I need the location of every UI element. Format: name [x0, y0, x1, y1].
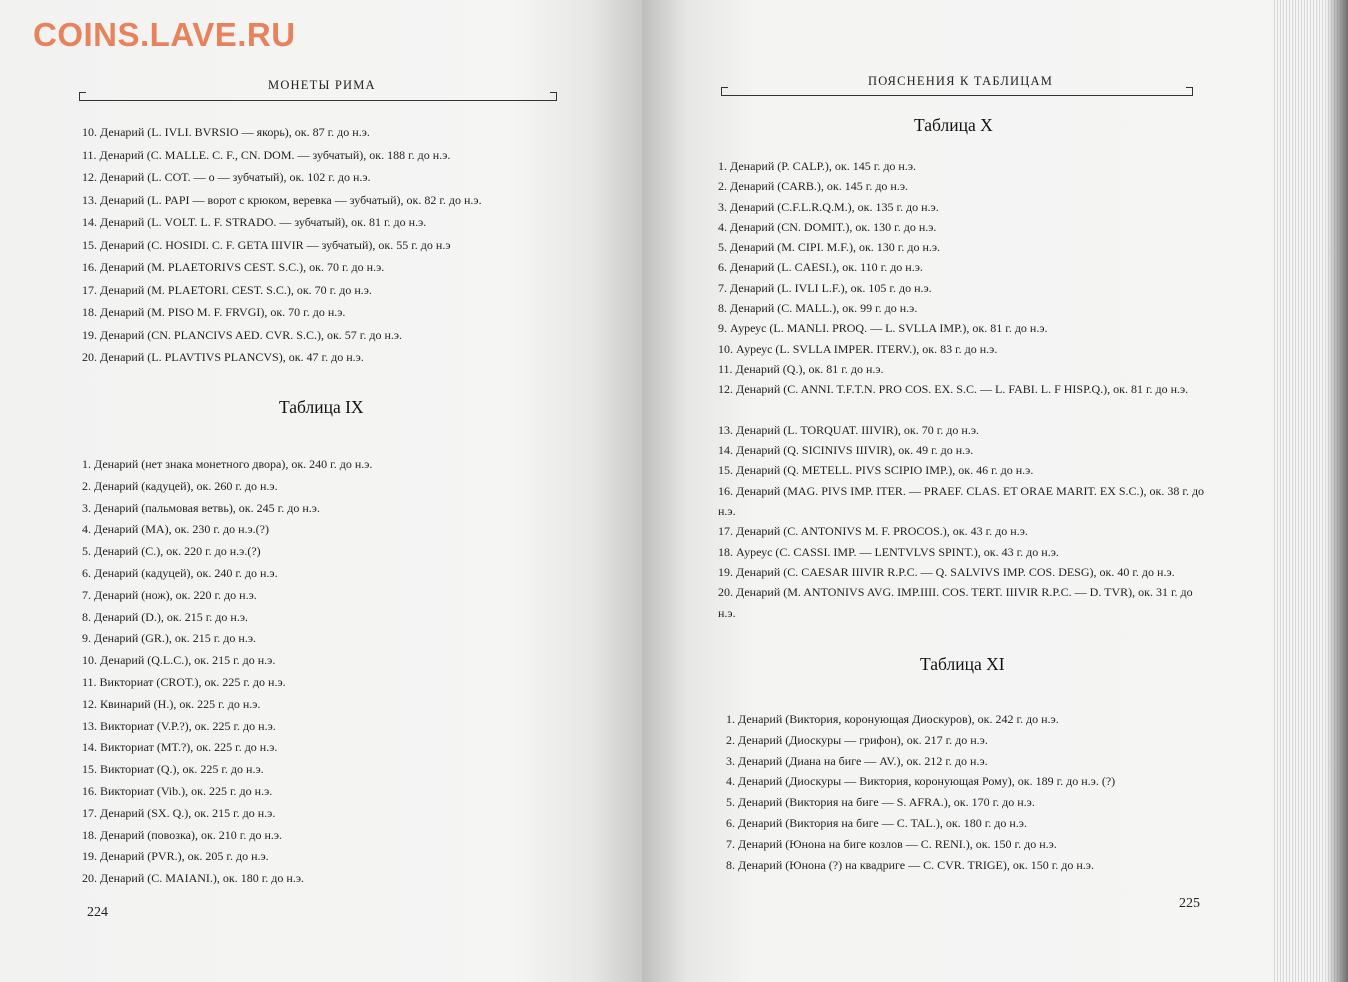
list-item: 14. Викториат (MT.?), ок. 225 г. до н.э. — [82, 740, 278, 755]
list-item: 5. Денарий (Виктория на биге — S. AFRA.), ок. 170 г. до н.э. — [726, 795, 1035, 810]
list-item: 15. Викториат (Q.), ок. 225 г. до н.э. — [82, 762, 264, 777]
list-item: 19. Денарий (C. CAESAR IIIVIR R.P.C. — Q. SALVIVS IMP. COS. DESG), ок. 40 г. до н.э. — [718, 564, 1175, 579]
list-item: 10. Ауреус (L. SVLLA IMPER. ITERV.), ок. 83 г. до н.э. — [718, 341, 998, 356]
left-header-rule — [80, 100, 556, 101]
list-item: 9. Ауреус (L. MANLI. PROQ. — L. SVLLA IMP.), ок. 81 г. до н.э. — [718, 321, 1048, 336]
list-item: 20. Денарий (M. ANTONIVS AVG. IMP.IIII. COS. TERT. IIIVIR R.P.C. — D. TVR), ок. 31 г. до н.э. — [718, 585, 1193, 620]
list-item: 12. Квинарий (H.), ок. 225 г. до н.э. — [82, 696, 261, 711]
list-item: 19. Денарий (PVR.), ок. 205 г. до н.э. — [82, 849, 269, 864]
list-item: 10. Денарий (Q.L.C.), ок. 215 г. до н.э. — [82, 653, 276, 668]
list-item: 4. Денарий (Диоскуры — Виктория, коронующая Рому), ок. 189 г. до н.э. (?) — [726, 774, 1116, 789]
left-page-number: 224 — [87, 905, 108, 920]
list-item: 18. Денарий (повозка), ок. 210 г. до н.э. — [82, 827, 283, 842]
list-item: 18. Ауреус (C. CASSI. IMP. — LENTVLVS SPINT.), ок. 43 г. до н.э. — [718, 544, 1059, 559]
list-item: 4. Денарий (CN. DOMIT.), ок. 130 г. до н.э. — [718, 219, 937, 234]
list-item: 8. Денарий (D.), ок. 215 г. до н.э. — [82, 609, 248, 624]
list-item: 20. Денарий (C. MAIANI.), ок. 180 г. до н.э. — [82, 871, 304, 886]
list-item: 3. Денарий (пальмовая ветвь), ок. 245 г. до н.э. — [82, 500, 320, 515]
list-item: 13. Денарий (L. TORQUAT. IIIVIR), ок. 70 г. до н.э. — [718, 422, 979, 437]
list-item: 7. Денарий (нож), ок. 220 г. до н.э. — [82, 587, 257, 602]
list-item: 6. Денарий (Виктория на биге — C. TAL.), ок. 180 г. до н.э. — [726, 815, 1027, 830]
list-item: 16. Денарий (M. PLAETORIVS CEST. S.C.), ок. 70 г. до н.э. — [82, 260, 385, 274]
list-item: 2. Денарий (CARB.), ок. 145 г. до н.э. — [718, 179, 908, 194]
list-item: 12. Денарий (C. ANNI. T.F.T.N. PRO COS. EX. S.C. — L. FABI. L. F HISP.Q.), ок. 81 г. до н.э. — [718, 382, 1189, 397]
list-item: 1. Денарий (Виктория, коронующая Диоскуров), ок. 242 г. до н.э. — [726, 712, 1059, 726]
left-running-head: МОНЕТЫ РИМА — [268, 78, 376, 92]
list-item: 20. Денарий (L. PLAVTIVS PLANCVS), ок. 47 г. до н.э. — [82, 350, 364, 364]
right-header-rule — [722, 95, 1192, 96]
table-x-list — [718, 156, 1206, 623]
list-item: 7. Денарий (L. IVLI L.F.), ок. 105 г. до н.э. — [718, 280, 932, 295]
list-item: 18. Денарий (M. PISO M. F. FRVGI), ок. 70 г. до н.э. — [82, 305, 346, 319]
list-item: 13. Денарий (L. PAPI — ворот с крюком, веревка — зубчатый), ок. 82 г. до н.э. — [82, 192, 482, 207]
table-xi-list — [726, 709, 1115, 875]
list-item: 1. Денарий (нет знака монетного двора), ок. 240 г. до н.э. — [82, 457, 373, 471]
list-item: 17. Денарий (M. PLAETORI. CEST. S.C.), ок. 70 г. до н.э. — [82, 282, 372, 297]
table-ix-list — [82, 454, 372, 890]
list-item: 2. Денарий (кадуцей), ок. 260 г. до н.э. — [82, 478, 278, 493]
list-item: 17. Денарий (SX. Q.), ок. 215 г. до н.э. — [82, 805, 276, 820]
list-item: 13. Викториат (V.P.?), ок. 225 г. до н.э. — [82, 718, 276, 733]
list-item: 19. Денарий (CN. PLANCIVS AED. CVR. S.C.), ок. 57 г. до н.э. — [82, 327, 403, 342]
book-page-edges — [1272, 0, 1348, 982]
right-page — [642, 0, 1272, 982]
list-item: 15. Денарий (C. HOSIDI. C. F. GETA IIIVIR — зубчатый), ок. 55 г. до н.э — [82, 237, 451, 252]
list-item: 6. Денарий (L. CAESI.), ок. 110 г. до н.э. — [718, 260, 923, 275]
watermark-text: COINS.LAVE.RU — [33, 16, 296, 53]
list-item: 5. Денарий (C.), ок. 220 г. до н.э.(?) — [82, 544, 261, 559]
list-item: 17. Денарий (C. ANTONIVS M. F. PROCOS.), ок. 43 г. до н.э. — [718, 524, 1028, 539]
list-item: 16. Денарий (MAG. PIVS IMP. ITER. — PRAEF. CLAS. ET ORAE MARIT. EX S.C.), ок. 38 г. до н.э. — [718, 483, 1205, 519]
list-item: 3. Денарий (C.F.L.R.Q.M.), ок. 135 г. до н.э. — [718, 199, 939, 214]
list-item: 6. Денарий (кадуцей), ок. 240 г. до н.э. — [82, 565, 278, 580]
list-item: 10. Денарий (L. IVLI. BVRSIO — якорь), ок. 87 г. до н.э. — [82, 125, 370, 139]
list-item: 7. Денарий (Юнона на биге козлов — C. RENI.), ок. 150 г. до н.э. — [726, 836, 1057, 851]
right-page-number: 225 — [1179, 896, 1200, 911]
list-item: 12. Денарий (L. COT. — о — зубчатый), ок. 102 г. до н.э. — [82, 170, 371, 184]
table-xi-heading: Таблица XI — [920, 654, 1005, 674]
right-running-head: ПОЯСНЕНИЯ К ТАБЛИЦАМ — [868, 74, 1054, 88]
table-x-heading: Таблица X — [914, 115, 993, 135]
left-entry-list — [82, 121, 482, 369]
list-item: 3. Денарий (Диана на биге — AV.), ок. 212 г. до н.э. — [726, 753, 988, 768]
list-item: 9. Денарий (GR.), ок. 215 г. до н.э. — [82, 631, 256, 646]
left-page — [0, 0, 642, 982]
list-item: 11. Денарий (C. MALLE. C. F., CN. DOM. — зубчатый), ок. 188 г. до н.э. — [82, 147, 451, 162]
list-item: 14. Денарий (Q. SICINIVS IIIVIR), ок. 49 г. до н.э. — [718, 443, 974, 458]
list-item: 8. Денарий (C. MALL.), ок. 99 г. до н.э. — [718, 301, 918, 316]
list-item: 2. Денарий (Диоскуры — грифон), ок. 217 г. до н.э. — [726, 732, 988, 747]
list-item: 14. Денарий (L. VOLT. L. F. STRADO. — зубчатый), ок. 81 г. до н.э. — [82, 215, 427, 229]
list-item: 4. Денарий (MA), ок. 230 г. до н.э.(?) — [82, 522, 269, 537]
list-item: 5. Денарий (M. CIPI. M.F.), ок. 130 г. до н.э. — [718, 240, 941, 255]
list-item: 1. Денарий (P. CALP.), ок. 145 г. до н.э. — [718, 159, 917, 173]
list-item: 8. Денарий (Юнона (?) на квадриге — C. CVR. TRIGE), ок. 150 г. до н.э. — [726, 857, 1094, 872]
list-item: 11. Викториат (CROT.), ок. 225 г. до н.э. — [82, 674, 286, 689]
list-item: 15. Денарий (Q. METELL. PIVS SCIPIO IMP.), ок. 46 г. до н.э. — [718, 463, 1034, 478]
list-item: 16. Викториат (Vib.), ок. 225 г. до н.э. — [82, 783, 273, 798]
table-ix-heading: Таблица IX — [279, 397, 364, 417]
list-item: 11. Денарий (Q.), ок. 81 г. до н.э. — [718, 361, 884, 376]
